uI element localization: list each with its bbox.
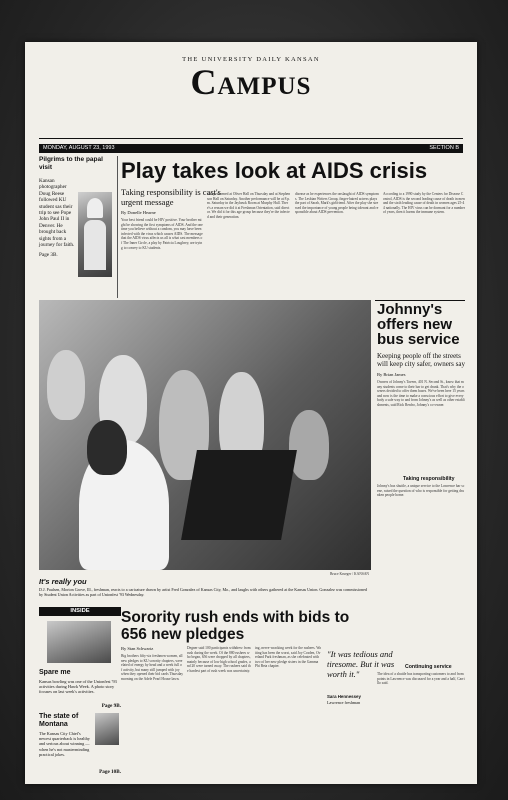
bowling-photo [47,621,111,663]
johnny-deck: Keeping people off the streets will keep city safer, owners say [377,352,465,368]
aids-byline: By Donelle Hearne [121,210,156,215]
johnny-text-3: The idea of a shuttle bus transporting customers to and from points in Lawrence was discussed for a year and a half, Carrillo said. [377,672,465,686]
pull-quote: "It was tedious and tiresome. But it was worth it." [327,649,395,679]
johnny-subhead-2: Continuing service [405,664,452,670]
title-rule [39,138,463,139]
sorority-column-2: Degner said 100 participants withdrew from rush during the week. Of the 880 rushees who began, 656 were dropped by all chapters, mainly because of low high school grades, and 20 were turned away. The rushees said the hardest part of rush week was uncertainty. [187,646,251,673]
sorority-byline: By Stan Schwartz [121,646,154,651]
photo-credit: Bruce Krueger / KANSAN [330,572,370,576]
sorority-column-3: ing, nerve-wracking week for the rushees. Waiting has been the worst, said Joy Cosden, Overland Park freshman, as she celebrated with two of her new pledge sisters in the Gamma Phi Beta chapter. [255,646,321,669]
sorority-column-4 [327,708,373,778]
sorority-headline: Sorority rush ends with bids to 656 new pledges [121,609,350,643]
johnny-subhead-1: Taking responsibility [403,476,455,482]
column-rule [117,156,118,298]
inside-item1-head: Spare me [39,669,71,676]
pull-quote-role: Lawrence freshman [327,700,361,705]
newspaper-page [25,42,477,784]
aids-column-1: Your best friend could be HIV positive. Your brother might be showing the first symptoms of AIDS. And the one time you believe without a condom, you may have been infected with the virus which causes AIDS. The message that the AIDS virus affects us all is what cast members of The Inner Circle, a play by Patricia Loughrey, are trying to convey to KU students. [121,218,203,250]
masthead: THE UNIVERSITY DAILY KANSAN [182,56,320,63]
aids-deck: Taking responsibility is cast's urgent message [121,187,221,207]
aids-column-3: disease as he experiences the onslaught of AIDS symptoms. The Lesbian Writers Group, finger-haired actress plays the part of Sarah, Mark's girlfriend. After the play she stressed the importance of young people being tolerant and responsible about AIDS prevention. [295,192,379,215]
johnny-byline: By Brian James [377,372,406,377]
inside-box [39,607,121,777]
section-label: SECTION B [429,145,459,151]
issue-date: MONDAY, AUGUST 23, 1993 [43,145,115,151]
sorority-column-1: Big brothers fifty-six freshmen women, all new pledges to KU sorority chapters, were elated of energy by head and a week full of activity, but many still jumped with joy when they opened their bid cards Thursday morning on the Adele Pearl House lawn. [121,654,183,681]
photo-caption-text: D.J. Paulsen, Morton Grove, Ill., freshman, reacts to a caricature drawn by artist Fred Gonzalez of Kansas City, Mo., and laughs with others gathered at the Kansas Union. Gonzalez was commissioned by Student Union Activities as part of Unionfest '93 Wednesday. [39,587,367,597]
pope-page-ref: Page 3B. [39,252,58,259]
aids-headline: Play takes look at AIDS crisis [121,158,428,183]
inside-item2-page: Page 10B. [99,769,121,775]
inside-label: INSIDE [39,607,121,616]
pope-photo [78,192,112,277]
inside-item1-page: Page 9B. [101,703,121,709]
inside-item2-text: The Kansas City Chief's newest quarterback is healthy and serious about winning — when he's not masterminding practical jokes. [39,731,90,757]
pull-quote-name: Sara Hennessey [327,694,361,699]
montana-photo [95,713,119,745]
aids-column-4: According to a 1990 study by the Centers for Disease Control, AIDS is the second leading cause of death in men and the sixth leading cause of death in women ages 25-44 nationally. The HIV virus can be dormant for a number of years, then it harms the immune system. [383,192,465,215]
photo-caption-title: It's really you [39,577,87,586]
date-bar [39,144,463,153]
inside-item2-head: The state of Montana [39,713,79,728]
easel-board [181,450,297,540]
pope-heading: Pilgrims to the papal visit [39,156,103,171]
unionfest-photo [39,300,371,570]
section-title: Campus [190,62,312,102]
johnny-text-2: Johnny's bus shuttle, a unique service to the Lawrence bar scene, raised the question of who is responsible for getting drunken people home. [377,484,465,498]
inside-item1-text: Kansas bowling was one of the Unionfest '93 activities during Hawk Week. A photo story focuses on last week's activities. [39,679,117,695]
johnny-text: Owners of Johnny's Tavern, 401 N. Second St., know that many students come to their bar to get drunk. That's why the owners decided to offer them buses. We've been here 15 years and now is the time to make a conscious effort to give everybody a safe way to and from Johnny's as well as other establishments, said Rick Renfro, Johnny's co-owner. [377,380,465,407]
johnny-headline: Johnny's offers new bus service [377,301,460,348]
aids-column-2: was performed at Oliver Hall on Thursday and at Stephenson Hall on Saturday. Another performance will be at 8 p.m. Saturday in the Jayhawk Room at Murphy Hall. There's a reason we did it at Freshman Orientation, said director. We did it for this age group because they're the infected and their generation. [207,192,291,219]
pope-text: Kansan photographer Doug Reese followed KU student sas their trip to see Pope John Paul II in Denver. He brought back sights from a journey for faith. [39,178,75,249]
